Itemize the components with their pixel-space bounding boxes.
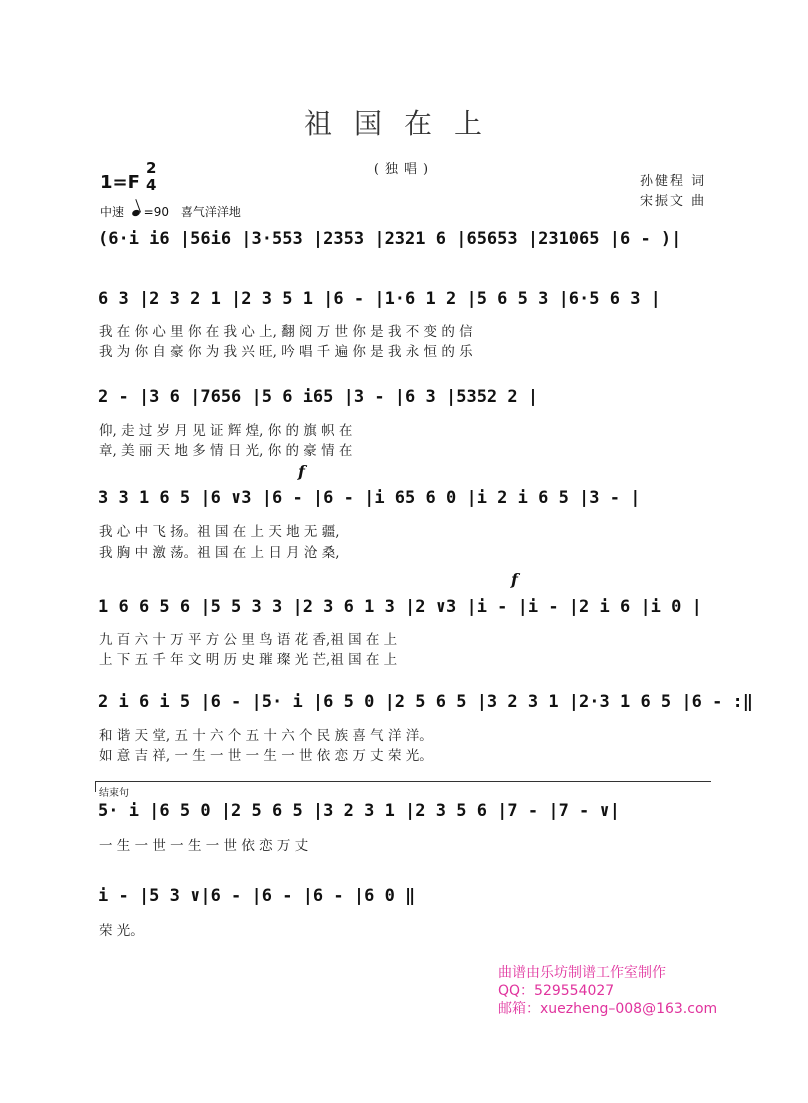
tempo-marking [100, 203, 241, 220]
key-label: 1=F [100, 172, 140, 193]
lyric-row-6-verse-1: 和 谐 天 堂, 五 十 六 个 五 十 六 个 民 族 喜 气 洋 洋。 [99, 728, 433, 744]
lyric-row-7: 一 生 一 世 一 生 一 世 依 恋 万 丈 [99, 838, 309, 854]
footer-studio: 曲谱由乐坊制谱工作室制作 [498, 965, 666, 981]
notation-row-5: 1 6 6 5 6 |5 5 3 3 |2 3 6 1 3 |2 ∨3 |i - |i - |2 i 6 |i 0 | [98, 597, 702, 617]
lyric-row-4-verse-2: 我 胸 中 激 荡。祖 国 在 上 日 月 沧 桑, [99, 545, 340, 561]
dynamic-forte-2: f [511, 570, 518, 589]
lyric-row-3-verse-2: 章, 美 丽 天 地 多 情 日 光, 你 的 豪 情 在 [99, 443, 353, 459]
composer-credit: 宋振文 曲 [640, 194, 707, 209]
time-bottom: 4 [146, 176, 157, 194]
lyricist-credit: 孙健程 词 [640, 174, 707, 189]
footer-email: 邮箱：xuezheng–008@163.com [498, 1001, 718, 1017]
ending-label: 结束句 [99, 788, 129, 799]
lyric-row-2-verse-1: 我 在 你 心 里 你 在 我 心 上, 翻 阅 万 世 你 是 我 不 变 的 信 [99, 324, 473, 340]
song-title: 祖国在上 [303, 107, 504, 140]
tempo-expression: 喜气洋洋地 [180, 205, 241, 219]
ending-bracket [95, 781, 711, 792]
lyric-row-4-verse-1: 我 心 中 飞 扬。祖 国 在 上 天 地 无 疆, [99, 524, 340, 540]
dynamic-forte-1: f [298, 462, 305, 481]
notation-row-1: (6·i i6 |56i6 |3·553 |2353 |2321 6 |65653 |231065 |6 - )| [98, 229, 682, 249]
lyric-row-8: 荣 光。 [99, 923, 144, 939]
notation-row-8: i - |5 3 ∨|6 - |6 - |6 - |6 0 ‖ [98, 886, 416, 906]
notation-row-7: 5· i |6 5 0 |2 5 6 5 |3 2 3 1 |2 3 5 6 |7 - |7 - ∨| [98, 801, 620, 821]
lyric-row-6-verse-2: 如 意 吉 祥, 一 生 一 世 一 生 一 世 依 恋 万 丈 荣 光。 [99, 748, 433, 764]
tempo-speed: 中速 [100, 205, 125, 219]
notation-row-2: 6 3 |2 3 2 1 |2 3 5 1 |6 - |1·6 1 2 |5 6 5 3 |6·5 6 3 | [98, 289, 661, 309]
lyric-row-5-verse-1: 九 百 六 十 万 平 方 公 里 鸟 语 花 香,祖 国 在 上 [99, 632, 398, 648]
footer-qq: QQ：529554027 [498, 983, 615, 999]
key-signature [100, 159, 157, 194]
tempo-bpm: =90 [143, 205, 169, 219]
time-signature [146, 160, 156, 194]
notation-row-3: 2 - |3 6 |7656 |5 6 i65 |3 - |6 3 |5352 2 | [98, 387, 539, 407]
quarter-note-icon [131, 209, 141, 217]
lyric-row-5-verse-2: 上 下 五 千 年 文 明 历 史 璀 璨 光 芒,祖 国 在 上 [99, 652, 398, 668]
lyric-row-2-verse-2: 我 为 你 自 豪 你 为 我 兴 旺, 吟 唱 千 遍 你 是 我 永 恒 的 乐 [99, 344, 473, 360]
time-top: 2 [146, 159, 157, 177]
lyric-row-3-verse-1: 仰, 走 过 岁 月 见 证 辉 煌, 你 的 旗 帜 在 [99, 423, 353, 439]
notation-row-6: 2 i 6 i 5 |6 - |5· i |6 5 0 |2 5 6 5 |3 2 3 1 |2·3 1 6 5 |6 - :‖ [98, 692, 754, 712]
subtitle: (独唱) [373, 162, 435, 177]
notation-row-4: 3 3 1 6 5 |6 ∨3 |6 - |6 - |i 65 6 0 |i 2 i 6 5 |3 - | [98, 488, 641, 508]
